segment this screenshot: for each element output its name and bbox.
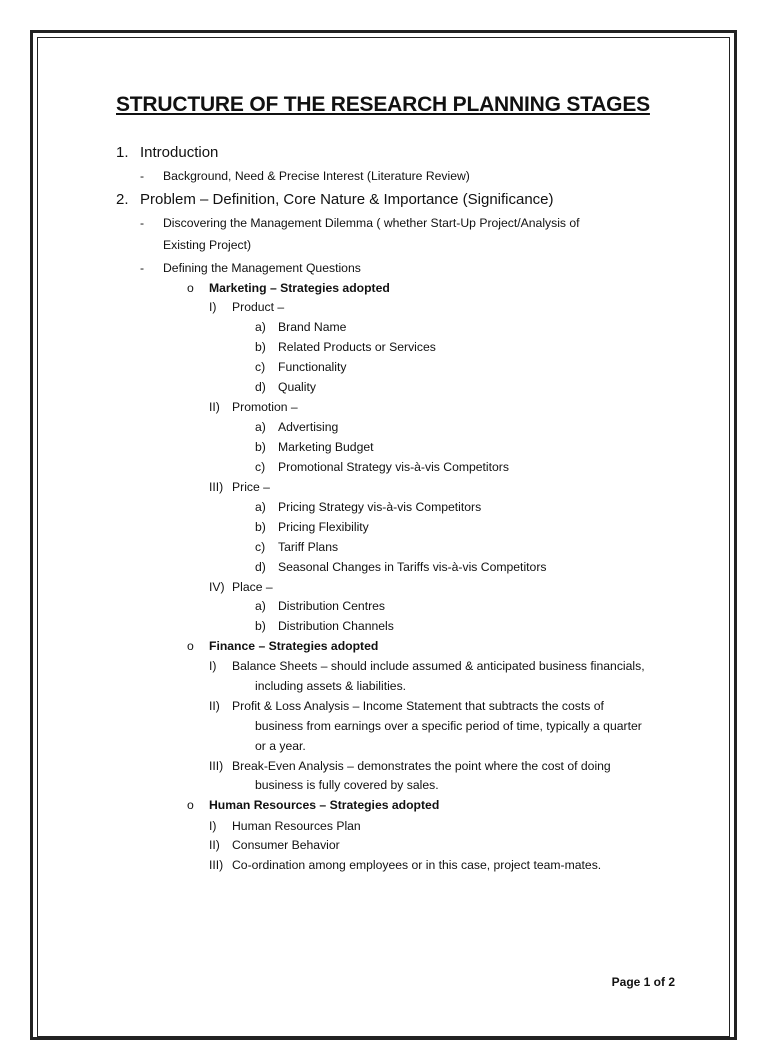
roman-numeral: II) <box>209 699 220 713</box>
alpha-item-text: Tariff Plans <box>278 540 339 554</box>
alpha-letter: a) <box>255 500 266 514</box>
subsection-title: Finance – Strategies adopted <box>209 639 379 653</box>
roman-numeral: IV) <box>209 580 225 594</box>
roman-item-text: Promotion – <box>232 400 298 414</box>
roman-item-text: Consumer Behavior <box>232 838 340 852</box>
alpha-item <box>255 559 547 575</box>
alpha-item <box>255 339 436 355</box>
alpha-item-text: Distribution Centres <box>278 599 386 613</box>
roman-item-text: Profit & Loss Analysis – Income Statement that subtracts the costs of <box>232 699 604 713</box>
alpha-item <box>255 379 316 395</box>
page-number: Page 1 of 2 <box>611 975 675 989</box>
roman-item-text: Human Resources Plan <box>232 819 361 833</box>
alpha-item-text: Pricing Strategy vis-à-vis Competitors <box>278 500 482 514</box>
roman-numeral: I) <box>209 819 217 833</box>
alpha-item-text: Advertising <box>278 420 339 434</box>
roman-numeral: I) <box>209 659 217 673</box>
roman-numeral: II) <box>209 838 220 852</box>
alpha-item-text: Related Products or Services <box>278 340 436 354</box>
bullet-marker: o <box>187 639 194 653</box>
roman-item <box>209 299 285 315</box>
subsection-title: Human Resources – Strategies adopted <box>209 798 440 812</box>
roman-item <box>209 399 298 415</box>
roman-item-text: Co-ordination among employees or in this case, project team-mates. <box>232 858 602 872</box>
alpha-item-text: Quality <box>278 380 316 394</box>
roman-item-text: Break-Even Analysis – demonstrates the point where the cost of doing <box>232 759 611 773</box>
alpha-item <box>255 519 369 535</box>
alpha-item <box>255 539 339 555</box>
page-border-inner <box>37 37 730 1037</box>
alpha-item <box>255 419 339 435</box>
section-title: Problem – Definition, Core Nature & Importance (Significance) <box>140 191 554 208</box>
list-item-continuation: Existing Project) <box>163 238 252 252</box>
roman-item <box>209 758 611 774</box>
alpha-letter: c) <box>255 540 266 554</box>
roman-item <box>209 479 270 495</box>
roman-item-text: Balance Sheets – should include assumed & anticipated business financials, <box>232 659 645 673</box>
alpha-item-text: Pricing Flexibility <box>278 520 369 534</box>
alpha-letter: b) <box>255 440 266 454</box>
alpha-item <box>255 598 386 614</box>
alpha-letter: b) <box>255 619 266 633</box>
roman-numeral: III) <box>209 759 224 773</box>
alpha-item-text: Functionality <box>278 360 347 374</box>
document-title: STRUCTURE OF THE RESEARCH PLANNING STAGES <box>116 93 650 116</box>
subsection-heading <box>187 280 390 296</box>
alpha-letter: a) <box>255 599 266 613</box>
alpha-item <box>255 499 482 515</box>
roman-item-text: Price – <box>232 480 270 494</box>
roman-numeral: I) <box>209 300 217 314</box>
bullet-marker: o <box>187 798 194 812</box>
roman-item-continuation: business from earnings over a specific period of time, typically a quarter <box>255 719 642 733</box>
roman-item-continuation: including assets & liabilities. <box>255 679 407 693</box>
roman-numeral: III) <box>209 858 224 872</box>
section-heading <box>116 191 554 209</box>
roman-item <box>209 857 602 873</box>
subsection-heading <box>187 797 440 813</box>
alpha-item <box>255 359 347 375</box>
list-item-text: Background, Need & Precise Interest (Literature Review) <box>163 169 470 183</box>
alpha-item <box>255 459 509 475</box>
alpha-item-text: Promotional Strategy vis-à-vis Competitors <box>278 460 509 474</box>
alpha-letter: c) <box>255 360 266 374</box>
roman-numeral: II) <box>209 400 220 414</box>
roman-item <box>209 579 273 595</box>
list-item <box>140 168 470 184</box>
alpha-item <box>255 618 394 634</box>
alpha-item-text: Seasonal Changes in Tariffs vis-à-vis Competitors <box>278 560 547 574</box>
roman-item-text: Place – <box>232 580 273 594</box>
roman-item <box>209 658 645 674</box>
list-item-text: Defining the Management Questions <box>163 261 361 275</box>
dash-marker: - <box>140 216 145 230</box>
dash-marker: - <box>140 169 145 183</box>
alpha-item <box>255 439 374 455</box>
roman-numeral: III) <box>209 480 224 494</box>
alpha-letter: b) <box>255 520 266 534</box>
section-title: Introduction <box>140 144 219 161</box>
alpha-item <box>255 319 347 335</box>
subsection-title: Marketing – Strategies adopted <box>209 281 390 295</box>
roman-item <box>209 698 604 714</box>
subsection-heading <box>187 638 379 654</box>
roman-item <box>209 837 340 853</box>
roman-item-continuation: or a year. <box>255 739 306 753</box>
list-item <box>140 260 361 276</box>
alpha-letter: d) <box>255 560 266 574</box>
roman-item-text: Product – <box>232 300 285 314</box>
alpha-item-text: Marketing Budget <box>278 440 374 454</box>
alpha-item-text: Brand Name <box>278 320 347 334</box>
section-number: 2. <box>116 191 129 208</box>
alpha-letter: a) <box>255 420 266 434</box>
alpha-item-text: Distribution Channels <box>278 619 394 633</box>
alpha-letter: b) <box>255 340 266 354</box>
alpha-letter: a) <box>255 320 266 334</box>
bullet-marker: o <box>187 281 194 295</box>
dash-marker: - <box>140 261 145 275</box>
alpha-letter: c) <box>255 460 266 474</box>
list-item-text: Discovering the Management Dilemma ( whether Start-Up Project/Analysis of <box>163 216 580 230</box>
roman-item <box>209 818 361 834</box>
section-heading <box>116 144 219 162</box>
section-number: 1. <box>116 144 129 161</box>
alpha-letter: d) <box>255 380 266 394</box>
list-item <box>140 215 580 231</box>
roman-item-continuation: business is fully covered by sales. <box>255 778 439 792</box>
